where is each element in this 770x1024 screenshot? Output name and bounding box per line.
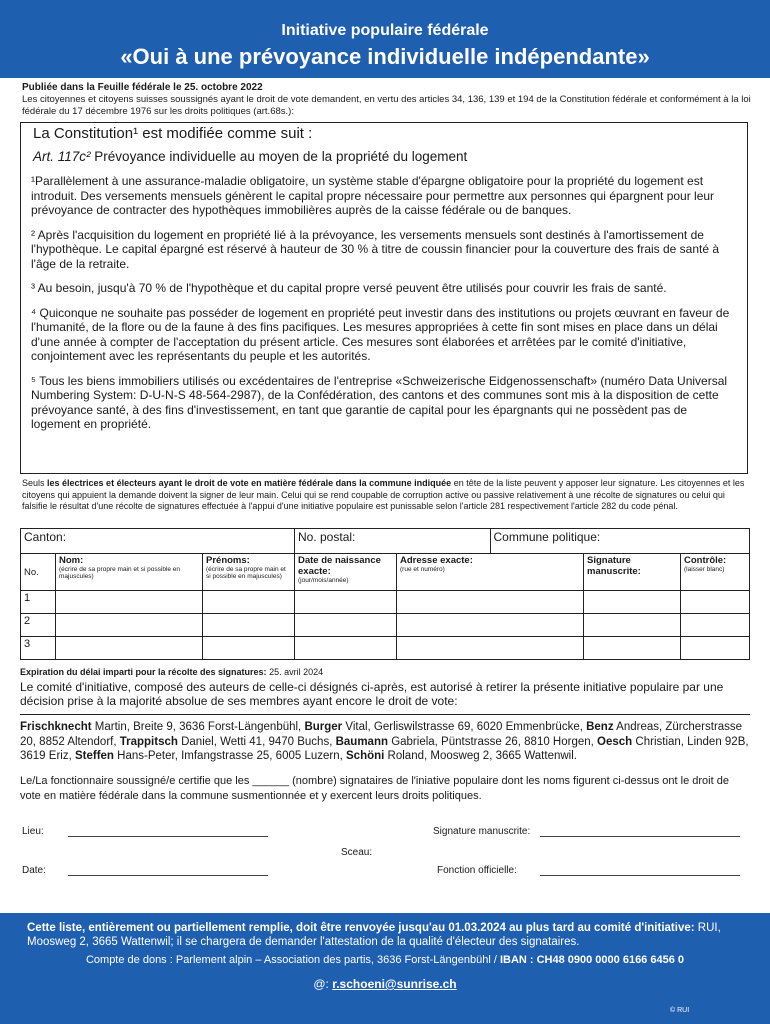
footer-banner	[0, 913, 770, 1024]
col-nom: Nom: (écrire de sa propre main et si possible en majuscules)	[56, 554, 203, 591]
note-start: Seuls	[22, 478, 48, 488]
paragraph-3: ³ Au besoin, jusqu'à 70 % de l'hypothèque et du capital propre versé peuvent être utilisés pour couvrir les frais de santé.	[31, 281, 667, 295]
publication-info	[22, 82, 752, 118]
publication-date: Publiée dans la Feuille fédérale le 25. octobre 2022	[22, 82, 263, 93]
authorization-text: Le comité d'initiative, composé des auteurs de celle-ci désignés ci-après, est autorisé à retirer la présente initiative populaire par une décision prise à la majorité absolue de ses membres ayant encore le droit de vote:	[20, 680, 724, 708]
col-no: No.	[21, 554, 56, 591]
header-title: «Oui à une prévoyance individuelle indépendante»	[120, 44, 650, 69]
header-kicker: Initiative populaire fédérale	[281, 22, 489, 39]
article-heading	[33, 150, 737, 165]
row-number: 2	[21, 614, 56, 637]
col-signature: Signature manuscrite:	[584, 554, 681, 591]
commune-field[interactable]: Commune politique:	[490, 529, 750, 554]
paragraph-4: ⁴ Quiconque ne souhaite pas posséder de logement en propriété peut investir dans des institutions ou projets œuvrant en faveur de l'humanité, de la flore ou de la faune à des fins pacifiques. Les mesures appropriées à cette fin sont mises en place dans un délai d'une année à compter de l'acceptation du présent article. Ces mesures sont élaborées et arrêtées par le comité d'initiative, conjointement avec les représentants du peuple et les autorités.	[31, 305, 730, 363]
article-label: Art. 117c²	[33, 148, 91, 164]
lieu-input[interactable]	[68, 836, 268, 837]
expiry-date: 25. avril 2024	[266, 667, 324, 677]
paragraph-2: ² Après l'acquisition du logement en propriété lié à la prévoyance, les versements mensuels sont destinés à l'amortissement de l'hypothèque. Le capital épargné est réservé à hauteur de 30 % à titre de coussin financier pour la couverture des frais de santé à l'âge de la retraite.	[31, 227, 720, 271]
legal-note	[22, 478, 752, 513]
table-row[interactable]	[21, 637, 750, 660]
col-date: Date de naissance exacte: (jour/mois/année)	[295, 554, 397, 591]
lieu-label: Lieu:	[22, 826, 44, 837]
initiative-text-box	[20, 122, 748, 474]
signature-input[interactable]	[540, 836, 740, 837]
note-rest: en tête de la liste peuvent y apposer leur signature. Les citoyennes et les citoyens qui appuient la demande doivent la signer de leur main. Celui qui se rend coupable de corruption active ou passive relativement à une récolte de signatures ou celui qui falsifie le résultat d'une récolte de signatures effectuée à l'appui d'une initiative populaire est punissable selon l'article 281 respectivement l'article 282 du code pénal.	[22, 478, 745, 511]
email-line: @: r.schoeni@sunrise.ch	[313, 977, 457, 991]
committee-members: Frischknecht Martin, Breite 9, 3636 Forst-Längenbühl, Burger Vital, Gerliswilstrasse 69, 6020 Emmenbrücke, Benz Andreas, Zürcherstrasse 20, 8852 Altendorf, Trappitsch Daniel, Wetti 41, 9470 Buchs, Baumann Gabriela, Püntstrasse 26, 8810 Horgen, Oesch Christian, Linden 92B, 3619 Eriz, Steffen Hans-Peter, Imfangstrasse 25, 6005 Luzern, Schöni Roland, Moosweg 2, 3665 Wattenwil.	[20, 721, 749, 762]
date-input[interactable]	[68, 875, 268, 876]
note-bold: les électrices et électeurs ayant le droit de vote en matière fédérale dans la commune indiquée	[47, 478, 452, 488]
sceau-label: Sceau:	[341, 847, 373, 858]
date-label: Date:	[22, 865, 46, 876]
expiry-label: Expiration du délai imparti pour la récolte des signatures:	[20, 667, 267, 677]
publication-text: Les citoyennes et citoyens suisses soussignés ayant le droit de vote demandent, en vertu des articles 34, 136, 139 et 194 de la Constitution fédérale et conformément à la loi fédérale du 17 décembre 1976 sur les droits politiques (art.68s.):	[22, 94, 751, 117]
email-link[interactable]: r.schoeni@sunrise.ch	[332, 977, 457, 991]
column-headers	[21, 554, 750, 591]
header-banner	[0, 0, 770, 78]
copyright: © RUI	[670, 1007, 690, 1014]
article-title: Prévoyance individuelle au moyen de la propriété du logement	[94, 148, 468, 164]
certification-text: Le/La fonctionnaire soussigné/e certifie que les ______ (nombre) signataires de l'iniative populaire dont les noms figurent ci-dessus ont le droit de vote en matière fédérale dans la commune susmentionnée et y exercent leurs droits politiques.	[20, 775, 729, 802]
col-controle: Contrôle: (laisser blanc)	[681, 554, 750, 591]
expiry-line	[20, 667, 750, 677]
fonction-label: Fonction officielle:	[437, 865, 517, 876]
table-row[interactable]	[21, 591, 750, 614]
donation-info: Compte de dons : Parlement alpin – Association des partis, 3636 Forst-Längenbühl / IBAN : CH48 0900 0000 6166 6456 0	[85, 954, 685, 966]
col-adresse: Adresse exacte: (rue et numéro)	[397, 554, 584, 591]
divider	[20, 714, 750, 715]
return-instructions: Cette liste, entièrement ou partiellement remplie, doit être renvoyée jusqu'au 01.03.2024 au plus tard au comité d'initiative: RUI, Moosweg 2, 3665 Wattenwil; il se chargera de demander l'attestation de la qualité d'électeur des signataires.	[27, 922, 721, 948]
fonction-input[interactable]	[540, 875, 740, 876]
signature-label: Signature manuscrite:	[433, 826, 531, 837]
col-prenoms: Prénoms: (écrire de sa propre main et si possible en majuscules)	[203, 554, 295, 591]
table-row[interactable]	[21, 614, 750, 637]
row-number: 1	[21, 591, 56, 614]
signature-table	[20, 528, 750, 660]
paragraph-5: ⁵ Tous les biens immobiliers utilisés ou excédentaires de l'entreprise «Schweizerische Eidgenossenschaft» (numéro Data Universal Numbering System: D-U-N-S 48-564-2987), de la Confédération, des cantons et des communes sont mis à la disposition de cette prévoyance santé, à des fins d'investissement, en tant que garantie de capital pour les épargnants qui ne possèdent pas de logement en propriété.	[31, 373, 728, 431]
constitution-line: La Constitution¹ est modifiée comme suit :	[33, 125, 313, 142]
canton-field[interactable]: Canton:	[21, 529, 295, 554]
paragraph-1: ¹Parallèlement à une assurance-maladie obligatoire, un système stable d'épargne obligatoire pour la propriété du logement est introduit. Des versements mensuels génèrent le capital propre nécessaire pour permettre aux personnes qui épargnent pour leur prévoyance de contracter des hypothèques immobilières auprès de la caisse fédérale ou de banques.	[31, 174, 715, 217]
postal-field[interactable]: No. postal:	[295, 529, 491, 554]
row-number: 3	[21, 637, 56, 660]
